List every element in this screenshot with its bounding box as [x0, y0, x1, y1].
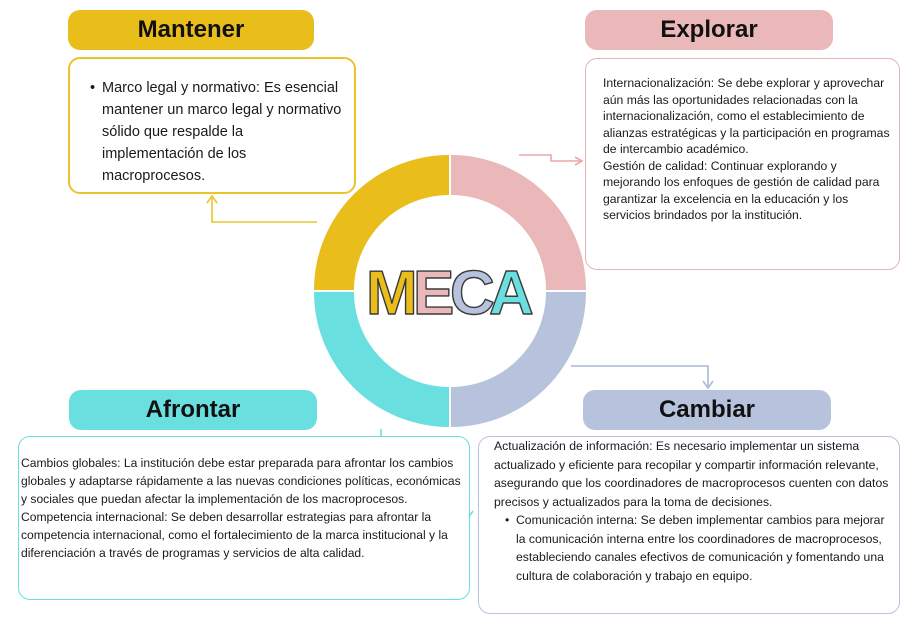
logo-letter-c: C [450, 259, 495, 328]
explorar-box [585, 58, 900, 270]
mantener-item-text: Marco legal y normativo: Es esencial mantener un marco legal y normativo sólido que respalde la implementación de los macroprocesos. [102, 80, 342, 184]
bullet-icon: • [90, 80, 96, 96]
afrontar-title: Afrontar [69, 390, 317, 430]
cambiar-box [478, 436, 900, 614]
cambiar-item [505, 511, 893, 585]
cambiar-paragraph: Actualización de información: Es necesario implementar un sistema actualizado y eficiente para recopilar y compartir información relevante, asegurando que los coordinadores de macroprocesos cuenten con datos precisos y actualizados para la toma de decisiones. [494, 439, 889, 509]
connector-cambiar [571, 366, 708, 386]
explorar-paragraph: Gestión de calidad: Continuar explorando y mejorando los enfoques de gestión de calidad para garantizar la excelencia en la educación y los servicios brindados por la institución. [603, 158, 880, 222]
mantener-title: Mantener [68, 10, 314, 50]
afrontar-box [18, 436, 470, 600]
explorar-title: Explorar [585, 10, 833, 50]
mantener-box [68, 57, 356, 194]
mantener-item [90, 77, 344, 187]
afrontar-paragraph: Cambios globales: La institución debe estar preparada para afrontar los cambios globales y adaptarse rápidamente a las nuevas condiciones políticas, económicas y sociales que puedan afectar la implementación de los macroprocesos. [21, 456, 461, 506]
explorar-paragraph: Internacionalización: Se debe explorar y aprovechar aún más las oportunidades relacionadas con la internacionalización, como el establecimiento de alianzas estratégicas y la participación en programas de intercambio académico. [603, 76, 890, 156]
logo-letter-a: A [489, 259, 534, 328]
logo-letter-e: E [413, 259, 455, 328]
logo-letter-m: M [366, 259, 418, 328]
afrontar-paragraph: Competencia internacional: Se deben desarrollar estrategias para afrontar la competencia internacional, como el fortalecimiento de la marca institucional y la diferenciación a través de programas y servicios de alta calidad. [21, 510, 448, 560]
connector-mantener [212, 198, 317, 222]
bullet-icon: • [505, 513, 510, 527]
connector-explorar [519, 155, 580, 161]
cambiar-title: Cambiar [583, 390, 831, 430]
cambiar-item-text: Comunicación interna: Se deben implementar cambios para mejorar la comunicación interna entre los coordinadores de macroprocesos, estableciendo canales efectivos de comunicación y fomentando una cultura de colaboración y trabajo en equipo. [516, 513, 885, 583]
